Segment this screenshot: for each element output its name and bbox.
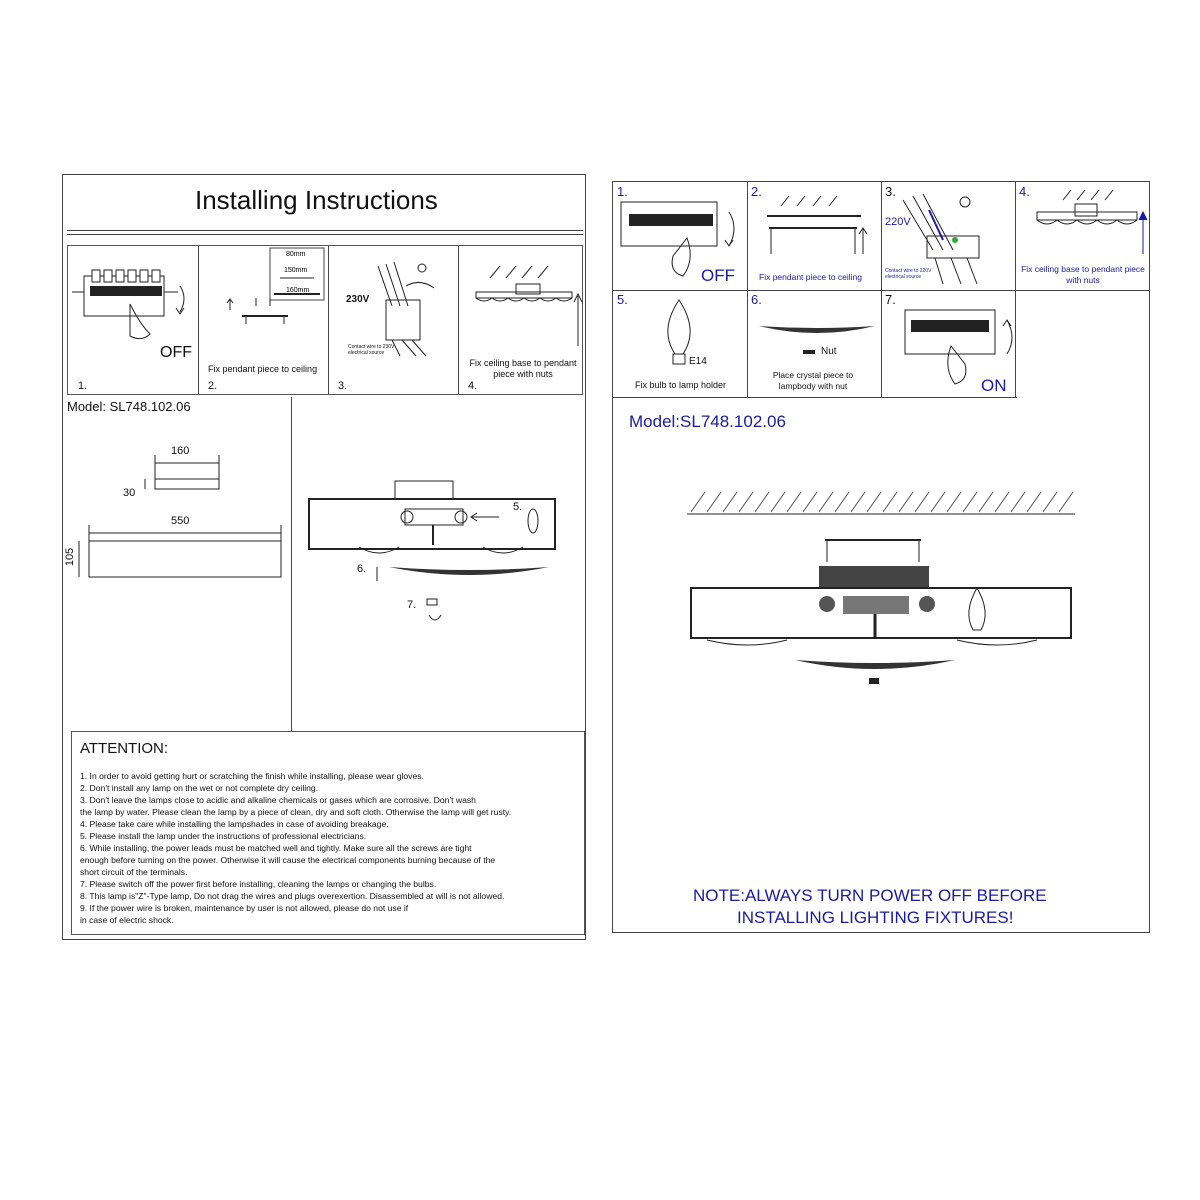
r-step-1-number: 1. [617,184,628,199]
svg-text:160mm: 160mm [286,287,310,294]
step-1-label: OFF [160,344,192,361]
attention-item: in case of electric shock. [80,915,174,925]
r-step-3-number: 3. [885,184,896,199]
ceiling-base-diagram [460,266,588,366]
attention-box [71,731,585,935]
attention-item: short circuit of the terminals. [80,867,188,877]
attention-item: enough before turning on the power. Otherwise it will cause the electrical components burning because of the [80,855,496,865]
svg-text:150mm: 150mm [284,267,308,274]
attention-item: 7. Please switch off the power first before installing, cleaning the lamps or changing the bulbs. [80,879,437,889]
r-step-4-number: 4. [1019,184,1030,199]
attention-item: 9. If the power wire is broken, maintenance by user is not allowed, please do not use if [80,903,409,913]
power-note-line-1: NOTE:ALWAYS TURN POWER OFF BEFORE [693,886,1047,905]
ceiling-base-diagram [1017,190,1147,260]
step-2-caption: Fix pendant piece to ceiling [208,364,318,374]
dim-height-large: 105 [64,547,77,567]
attention-item: 3. Don't leave the lamps close to acidic and alkaline chemicals or gases which are corrosive. Don't wash [80,795,476,805]
r-step-5-caption: Fix bulb to lamp holder [635,380,727,390]
dim-height-small: 30 [123,487,136,499]
r-step-4-caption: Fix ceiling base to pendant piece with nuts [1021,264,1145,285]
left-instruction-sheet [62,174,586,940]
r-step-1-label: OFF [701,266,735,285]
r-step-5-number: 5. [617,292,628,307]
attention-item: 2. Don't install any lamp on the wet or not complete dry ceiling. [80,783,319,793]
dim-width-small: 160 [171,445,190,457]
full-assembly-drawing [687,488,1087,718]
r-step-7-number: 7. [885,292,896,307]
crystal-piece-diagram [749,322,879,372]
step-2-number: 2. [208,380,218,392]
r-step-5-label: E14 [689,356,707,367]
left-steps-row [67,245,583,395]
assembly-label-7: 7. [407,599,417,611]
sheet-title: Installing Instructions [195,185,438,215]
dimensions-drawing [73,443,293,583]
left-model-label: Model: SL748.102.06 [67,399,191,414]
attention-item: 4. Please take care while installing the lampshades in case of avoiding breakage. [80,819,389,829]
assembly-label-5: 5. [513,501,523,513]
step-3-number: 3. [338,380,348,392]
circuit-breaker-icon [70,264,198,384]
step-1-number: 1. [78,380,88,392]
right-instruction-sheet [612,181,1150,933]
attention-list [80,770,511,926]
r-step-6-caption: Place crystal piece to lampbody with nut [772,370,854,391]
right-model-label: Model:SL748.102.06 [629,412,786,431]
svg-text:80mm: 80mm [286,251,306,258]
step-3-note: Contact wire to 230V electrical source [348,344,395,356]
assembly-label-6: 6. [357,563,367,575]
attention-title: ATTENTION: [80,740,169,757]
dim-width-large: 550 [171,515,190,527]
power-note-line-2: INSTALLING LIGHTING FIXTURES! [737,908,1014,927]
r-step-2-number: 2. [751,184,762,199]
r-step-7-label: ON [981,376,1007,395]
r-step-6-label: Nut [821,346,837,357]
r-step-2-caption: Fix pendant piece to ceiling [759,272,863,282]
r-step-3-note: Contact wire to 220V electrical source [885,268,932,280]
step-4-number: 4. [468,380,478,392]
r-step-3-label: 220V [885,216,911,228]
step-4-caption: Fix ceiling base to pendant piece with nuts [469,358,577,379]
pendant-piece-diagram [749,192,879,272]
attention-item: 6. While installing, the power leads must be matched well and tightly. Make sure all the screws are tight [80,843,472,853]
step-3-label: 230V [346,294,370,305]
attention-item: the lamp by water. Please clean the lamp by a piece of clean, dry and soft cloth. Otherwise the lamp will get rusty. [80,807,512,817]
r-step-6-number: 6. [751,292,762,307]
attention-item: 5. Please install the lamp under the instructions of professional electricians. [80,831,367,841]
attention-item: 8. This lamp is"Z"-Type lamp, Do not drag the wires and plugs overexertion. Disassembled at will is not allowed. [80,891,505,901]
attention-item: 1. In order to avoid getting hurt or scratching the finish while installing, please wear gloves. [80,771,424,781]
pendant-piece-diagram [200,248,328,348]
